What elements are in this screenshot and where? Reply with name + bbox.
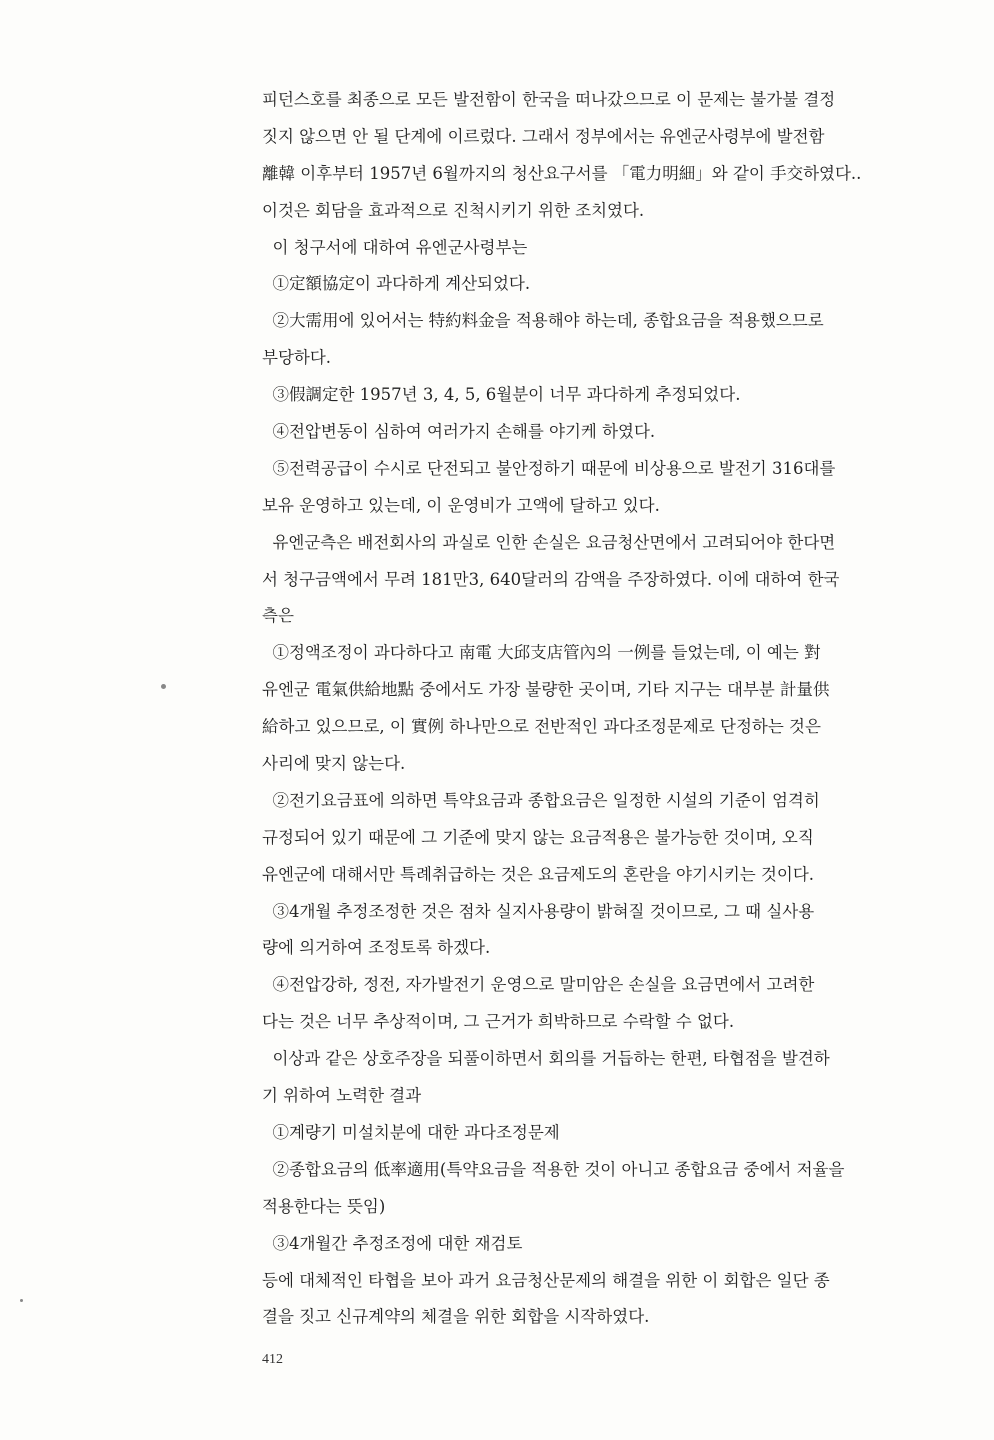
text-line: 적용한다는 뜻임) — [262, 1196, 386, 1216]
text-line: 사리에 맞지 않는다. — [262, 754, 406, 774]
text-line: 피던스호를 최종으로 모든 발전함이 한국을 떠나갔으므로 이 문제는 불가불 결정 — [262, 90, 836, 109]
text-line: 등에 대체적인 타협을 보아 과거 요금청산문제의 해결을 위한 이 회합은 일단 종 — [262, 1270, 830, 1290]
text-line: 규정되어 있기 때문에 그 기준에 맞지 않는 요금적용은 불가능한 것이며, 오직 — [262, 827, 814, 847]
text-line: 짓지 않으면 안 될 단계에 이르렀다. 그래서 정부에서는 유엔군사령부에 발전함 — [262, 126, 825, 146]
text-line: 이 청구서에 대하여 유엔군사령부는 — [262, 237, 528, 257]
text-line: ④전압변동이 심하여 여러가지 손해를 야기케 하였다. — [262, 422, 656, 442]
text-line: ②大需用에 있어서는 特約料金을 적용해야 하는데, 종합요금을 적용했으므로 — [262, 311, 824, 331]
text-line: 서 청구금액에서 무려 181만3, 640달러의 감액을 주장하였다. 이에 대하여 한국 — [262, 569, 840, 589]
text-line: 부당하다. — [262, 348, 332, 368]
text-line: 다는 것은 너무 추상적이며, 그 근거가 희박하므로 수락할 수 없다. — [262, 1012, 735, 1032]
text-line: ⑤전력공급이 수시로 단전되고 불안정하기 때문에 비상용으로 발전기 316대를 — [262, 458, 836, 478]
text-line: 이것은 회담을 효과적으로 진척시키기 위한 조치였다. — [262, 200, 645, 220]
text-line: ③4개월간 추정조정에 대한 재검토 — [262, 1233, 523, 1253]
text-line: 유엔군 電氣供給地點 중에서도 가장 불량한 곳이며, 기타 지구는 대부분 計量供 — [262, 680, 830, 700]
page-number: 412 — [262, 1352, 283, 1367]
text-line: 유엔군측은 배전회사의 과실로 인한 손실은 요금청산면에서 고려되어야 한다면 — [262, 532, 836, 552]
text-line: 기 위하여 노력한 결과 — [262, 1086, 422, 1106]
text-line: 유엔군에 대해서만 특례취급하는 것은 요금제도의 혼란을 야기시키는 것이다. — [262, 864, 815, 884]
text-line: ①定額協定이 과다하게 계산되었다. — [262, 274, 531, 294]
text-line: ④전압강하, 정전, 자가발전기 운영으로 말미암은 손실을 요금면에서 고려한 — [262, 975, 815, 995]
text-line: 결을 짓고 신규계약의 체결을 위한 회합을 시작하였다. — [262, 1307, 650, 1327]
text-line: 보유 운영하고 있는데, 이 운영비가 고액에 달하고 있다. — [262, 495, 660, 515]
text-line: ②전기요금표에 의하면 특약요금과 종합요금은 일정한 시설의 기준이 엄격히 — [262, 790, 820, 810]
body-text — [262, 82, 942, 1336]
scan-speck — [20, 1299, 23, 1302]
text-line: 이상과 같은 상호주장을 되풀이하면서 회의를 거듭하는 한편, 타협점을 발견하 — [262, 1049, 830, 1069]
text-line: ③假調定한 1957년 3, 4, 5, 6월분이 너무 과다하게 추정되었다. — [262, 385, 741, 405]
text-line: 給하고 있으므로, 이 實例 하나만으로 전반적인 과다조정문제로 단정하는 것은 — [262, 717, 821, 737]
text-line: ①정액조정이 과다하다고 南電 大邱支店管內의 一例를 들었는데, 이 예는 對 — [262, 643, 821, 663]
text-line: ②종합요금의 低率適用(특약요금을 적용한 것이 아니고 종합요금 중에서 저율을 — [262, 1159, 845, 1179]
text-line: 측은 — [262, 606, 294, 626]
text-line: ③4개월 추정조정한 것은 점차 실지사용량이 밝혀질 것이므로, 그 때 실사용 — [262, 901, 815, 921]
text-line: 離韓 이후부터 1957년 6월까지의 청산요구서를 「電力明細」와 같이 手交하였다.. — [262, 163, 862, 183]
text-line: 량에 의거하여 조정토록 하겠다. — [262, 938, 491, 958]
text-line: ①계량기 미설치분에 대한 과다조정문제 — [262, 1122, 560, 1142]
scan-speck — [161, 684, 166, 689]
